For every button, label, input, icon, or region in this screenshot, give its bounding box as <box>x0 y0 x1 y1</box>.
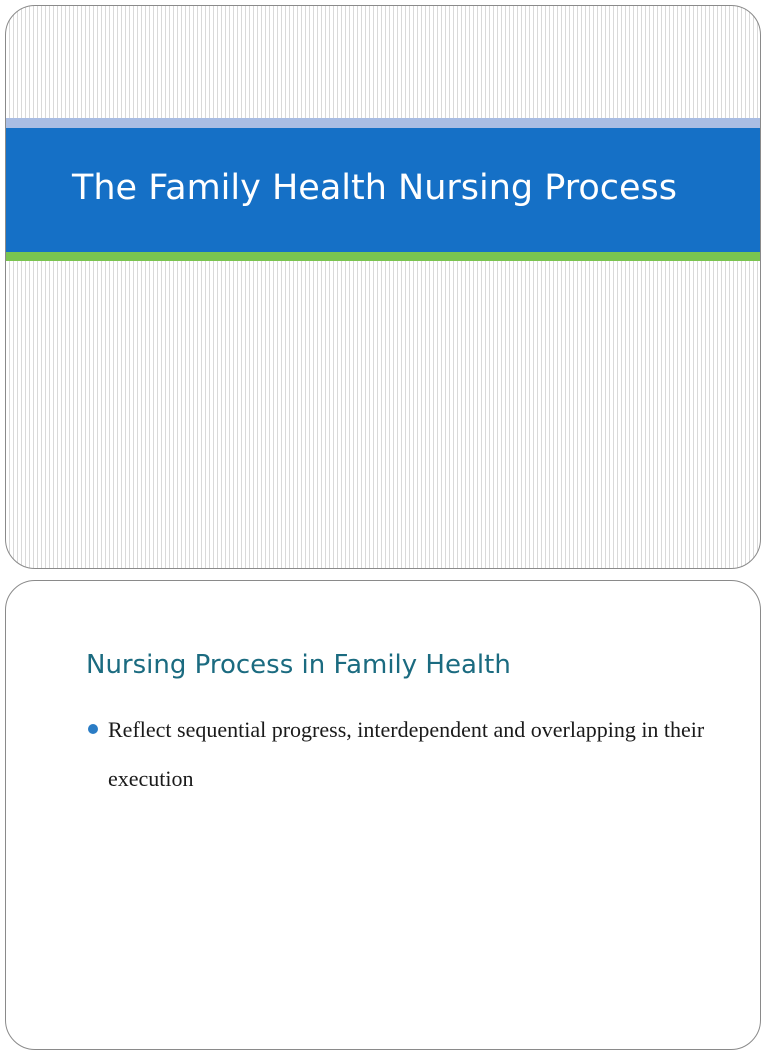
slide-title: The Family Health Nursing Process <box>72 168 678 208</box>
bullet-text: Reflect sequential progress, interdependent and overlapping in their execution <box>108 717 705 791</box>
top-accent-bar <box>6 118 760 128</box>
slide-heading: Nursing Process in Family Health <box>86 650 511 680</box>
title-slide <box>5 5 761 569</box>
bullet-item <box>86 713 736 803</box>
bullet-dot-icon <box>88 724 98 734</box>
bottom-accent-bar <box>6 252 760 261</box>
content-slide <box>5 580 761 1050</box>
